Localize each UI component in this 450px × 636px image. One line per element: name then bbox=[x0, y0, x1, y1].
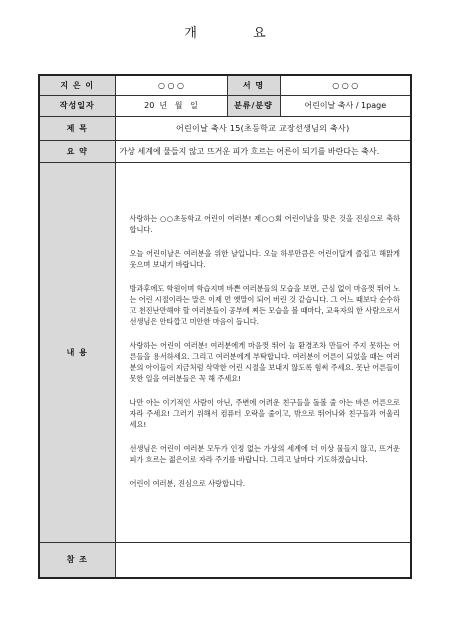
content-row bbox=[39, 162, 411, 542]
subject-row bbox=[39, 116, 411, 140]
page-title: 개 요 bbox=[184, 26, 292, 41]
content-body bbox=[115, 162, 411, 542]
reference-row bbox=[39, 542, 411, 578]
reference-value bbox=[115, 542, 411, 578]
author-label: 지 은 이 bbox=[39, 75, 115, 95]
author-value: ○ ○ ○ bbox=[115, 75, 227, 95]
category-value: 어린이날 축사 / 1page bbox=[280, 95, 411, 116]
content-label: 내 용 bbox=[39, 162, 115, 542]
content-paragraph: 방과후에도 학원이며 학습지며 바쁜 여러분들의 모습을 보면, 근심 없이 마음껏 뛰어 노는 어린 시절이라는 말은 이제 먼 옛말이 되어 버린 것 같습니다. 그 어느 때보다 순수하고 천진난만해야 할 여러분들이 공부에 찌든 모습을 볼 때마다, 교육자의 한 사람으로서 선생님은 안타깝고 미안한 마음이 듭니다. bbox=[129, 284, 400, 326]
content-paragraph: 어린이 여러분, 진심으로 사랑합니다. bbox=[129, 479, 246, 488]
author-row bbox=[39, 75, 411, 95]
summary-value: 가상 세계에 물들지 않고 뜨거운 피가 흐르는 어른이 되기를 바란다는 축사. bbox=[115, 140, 411, 162]
content-paragraph: 나만 아는 이기적인 사람이 아닌, 주변에 어려운 친구들을 돌볼 줄 아는 바른 어른으로 자라 주세요! 그러기 위해서 컴퓨터 오락을 줄이고, 밖으로 뛰어나와 친구들과 어울리세요! bbox=[129, 398, 400, 429]
reference-label: 참 조 bbox=[39, 542, 115, 578]
date-value: 20 년 월 일 bbox=[115, 95, 227, 116]
subject-value: 어린이날 축사 15(초등학교 교장선생님의 축사) bbox=[115, 116, 411, 140]
date-label: 작성일자 bbox=[39, 95, 115, 116]
date-row bbox=[39, 95, 411, 116]
subject-label: 제 목 bbox=[39, 116, 115, 140]
category-label: 분류/분량 bbox=[227, 95, 280, 116]
content-paragraph: 사랑하는 어린이 여러분! 여러분에게 마음껏 뛰어 놀 환경조차 만들어 주지 못하는 어른들을 용서하세요. 그리고 여러분에게 부탁합니다. 여러분이 어른이 되었을 때는 여러분의 아이들이 지금처럼 삭막한 어린 시절을 보내지 않도록 힘써 주세요. 못난 어른들이 못한 일을 여러분들은 꼭 해 주세요! bbox=[129, 341, 400, 383]
summary-row bbox=[39, 140, 411, 162]
content-paragraph: 선생님은 어린이 여러분 모두가 인정 없는 가상의 세계에 더 이상 물들지 않고, 뜨거운 피가 흐르는 젊은이로 자라 주기를 바랍니다. 그리고 날마다 기도하겠습니다. bbox=[129, 444, 400, 464]
summary-label: 요 약 bbox=[39, 140, 115, 162]
content-paragraph: 사랑하는 ○○초등학교 어린이 여러분! 제○○회 어린이날을 맞은 것을 진심으로 축하합니다. bbox=[129, 214, 400, 234]
book-title-label: 서 명 bbox=[227, 75, 280, 95]
book-title-value: ○ ○ ○ bbox=[280, 75, 411, 95]
content-paragraph: 오늘 어린이날은 여러분을 위한 날입니다. 오늘 하루만큼은 어린이답게 즐겁고 해맑게 웃으며 보내기 바랍니다. bbox=[129, 249, 400, 269]
summary-form-table bbox=[38, 74, 412, 579]
